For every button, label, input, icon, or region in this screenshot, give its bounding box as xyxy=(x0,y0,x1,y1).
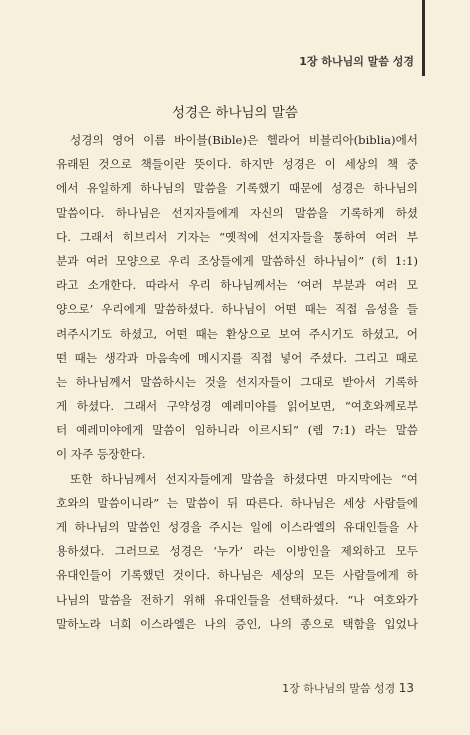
top-rule xyxy=(422,0,425,76)
text-line: 호와의 말씀이니라” 는 말씀이 뒤 따른다. 하나님은 세상 사람들에 xyxy=(56,495,418,510)
paragraph-1 xyxy=(56,128,418,467)
text-line: 성경의 영어 이름 바이블(Bible)은 헬라어 비블리아(biblia)에서 xyxy=(70,133,418,147)
section-title: 성경은 하나님의 말씀 xyxy=(172,105,298,121)
running-head: 1장 하나님의 말씀 성경 xyxy=(299,55,414,68)
text-line: 말하노라 너희 이스라엘은 나의 증인, 나의 종으로 택함을 입었나 xyxy=(56,616,418,631)
text-line: 게 하나님의 말씀인 성경을 주시는 일에 이스라엘의 유대인들을 사 xyxy=(56,520,418,534)
text-line: 떤 때는 생각과 마음속에 메시지를 직접 넣어 주셨다. 그리고 때로 xyxy=(56,350,418,365)
text-line: 또한 하나님께서 선지자들에게 말씀을 하셨다면 마지막에는 “여 xyxy=(70,471,418,486)
text-line: 다. 그래서 히브리서 기자는 “옛적에 선지자들을 통하여 여러 부 xyxy=(56,229,418,244)
text-line: 라고 소개한다. 따라서 우리 하나님께서는 ‘여러 부분과 여러 모 xyxy=(56,278,418,293)
text-line: 말씀이다. 하나님은 선지자들에게 자신의 말씀을 기록하게 하셨 xyxy=(56,205,418,220)
paragraph-2 xyxy=(56,467,418,636)
page-footer xyxy=(282,680,414,696)
page-number: 13 xyxy=(398,681,414,695)
text-line: 이 자주 등장한다. xyxy=(56,447,146,462)
text-line: 유래된 것으로 책들이란 뜻이다. 하지만 성경은 이 세상의 책 중 xyxy=(56,157,418,172)
text-line: 터 예레미야에게 말씀이 임하니라 이르시되” (렘 7:1) 라는 말씀 xyxy=(56,423,418,438)
footer-chapter: 1장 하나님의 말씀 성경 xyxy=(282,682,396,695)
text-line: 게 하셨다. 그래서 구약성경 예레미야를 읽어보면, “여호와께로부 xyxy=(56,399,418,414)
body-text xyxy=(56,128,418,636)
text-line: 는 하나님께서 말씀하시는 것을 선지자들이 그대로 받아서 기록하 xyxy=(56,374,418,389)
text-line: 려주시기도 하셨고, 어떤 때는 환상으로 보여 주시기도 하셨고, 어 xyxy=(56,326,418,341)
text-line: 유대인들이 기록했던 것이다. 하나님은 세상의 모든 사람들에게 하 xyxy=(56,568,418,583)
text-line: 용하셨다. 그러므로 성경은 ‘누가’ 라는 이방인을 제외하고 모두 xyxy=(56,544,418,559)
text-line: 나님의 말씀을 전하기 위해 유대인들을 선택하셨다. “나 여호와가 xyxy=(56,592,418,607)
text-line: 양으로’ 우리에게 말씀하셨다. 하나님이 어떤 때는 직접 음성을 들 xyxy=(56,302,418,317)
text-line: 에서 유일하게 하나님의 말씀을 기록했기 때문에 성경은 하나님의 xyxy=(56,181,418,196)
text-line: 분과 여러 모양으로 우리 조상들에게 말씀하신 하나님이” (히 1:1) xyxy=(56,253,418,268)
